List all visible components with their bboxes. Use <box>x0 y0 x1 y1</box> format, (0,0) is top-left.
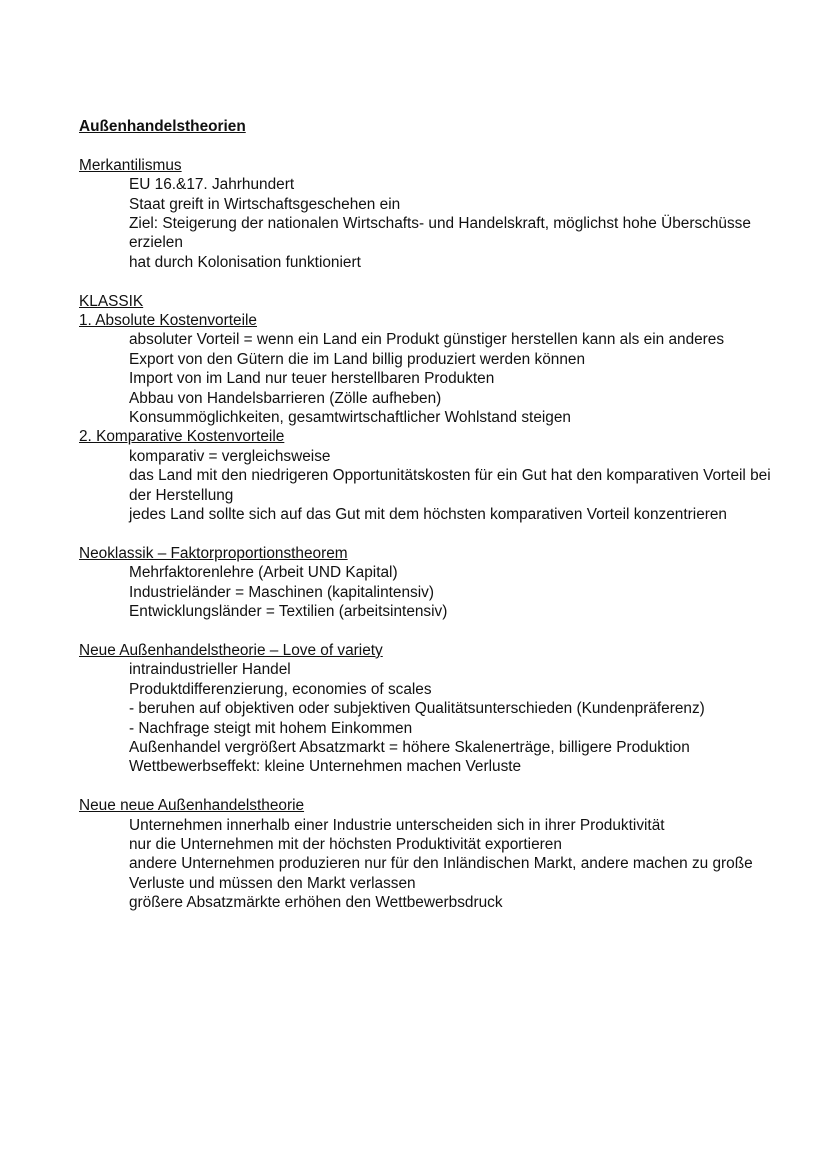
section-heading: KLASSIK <box>79 292 144 310</box>
list-item: Ziel: Steigerung der nationalen Wirtschafts- und Handelskraft, möglichst hohe Überschüsse erzielen <box>129 215 751 252</box>
section-neue-neue-aussenhandelstheorie <box>79 796 779 912</box>
list-item: - beruhen auf objektiven oder subjektiven Qualitätsunterschieden (Kundenpräferenz) <box>129 700 705 718</box>
list-item: Staat greift in Wirtschaftsgeschehen ein <box>129 195 401 213</box>
section-neoklassik <box>79 544 779 622</box>
list-item: Abbau von Handelsbarrieren (Zölle aufheben) <box>129 389 442 407</box>
list-item: - Nachfrage steigt mit hohem Einkommen <box>129 719 413 737</box>
section-klassik <box>79 292 779 525</box>
section-neue-aussenhandelstheorie <box>79 641 779 777</box>
list-item: Entwicklungsländer = Textilien (arbeitsintensiv) <box>129 603 448 621</box>
list-item: komparativ = vergleichsweise <box>129 447 331 465</box>
list-item: Konsummöglichkeiten, gesamtwirtschaftlicher Wohlstand steigen <box>129 409 571 427</box>
section-heading: Neoklassik – Faktorproportionstheorem <box>79 544 348 562</box>
list-item: absoluter Vorteil = wenn ein Land ein Produkt günstiger herstellen kann als ein anderes <box>129 331 725 349</box>
list-item: Export von den Gütern die im Land billig produziert werden können <box>129 350 586 368</box>
section-heading: Neue neue Außenhandelstheorie <box>79 797 305 815</box>
spacer <box>79 622 779 641</box>
list-item: Mehrfaktorenlehre (Arbeit UND Kapital) <box>129 564 398 582</box>
list-item: größere Absatzmärkte erhöhen den Wettbewerbsdruck <box>129 894 503 912</box>
section-merkantilismus <box>79 156 779 272</box>
section-heading: Neue Außenhandelstheorie – Love of variety <box>79 641 383 659</box>
spacer <box>79 272 779 291</box>
list-item: das Land mit den niedrigeren Opportunitätskosten für ein Gut hat den komparativen Vorteil bei der Herstellung <box>129 467 771 504</box>
spacer <box>79 524 779 543</box>
subsection-heading: 2. Komparative Kostenvorteile <box>79 428 285 446</box>
list-item: intraindustrieller Handel <box>129 661 291 679</box>
list-item: Import von im Land nur teuer herstellbaren Produkten <box>129 370 495 388</box>
list-item: Industrieländer = Maschinen (kapitalintensiv) <box>129 583 434 601</box>
list-item: Unternehmen innerhalb einer Industrie unterscheiden sich in ihrer Produktivität <box>129 816 665 834</box>
list-item: hat durch Kolonisation funktioniert <box>129 253 361 271</box>
document-body <box>79 117 779 913</box>
list-item: nur die Unternehmen mit der höchsten Produktivität exportieren <box>129 835 562 853</box>
list-item: andere Unternehmen produzieren nur für den Inländischen Markt, andere machen zu große Verluste und müssen den Markt verlassen <box>129 855 753 892</box>
list-item: Außenhandel vergrößert Absatzmarkt = höhere Skalenerträge, billigere Produktion <box>129 738 690 756</box>
section-heading: Merkantilismus <box>79 156 182 174</box>
list-item: EU 16.&17. Jahrhundert <box>129 176 295 194</box>
spacer <box>79 777 779 796</box>
list-item: jedes Land sollte sich auf das Gut mit dem höchsten komparativen Vorteil konzentrieren <box>129 506 727 524</box>
document-title: Außenhandelstheorien <box>79 118 246 135</box>
list-item: Wettbewerbseffekt: kleine Unternehmen machen Verluste <box>129 758 522 776</box>
list-item: Produktdifferenzierung, economies of scales <box>129 680 432 698</box>
spacer <box>79 136 779 155</box>
subsection-heading: 1. Absolute Kostenvorteile <box>79 312 257 330</box>
